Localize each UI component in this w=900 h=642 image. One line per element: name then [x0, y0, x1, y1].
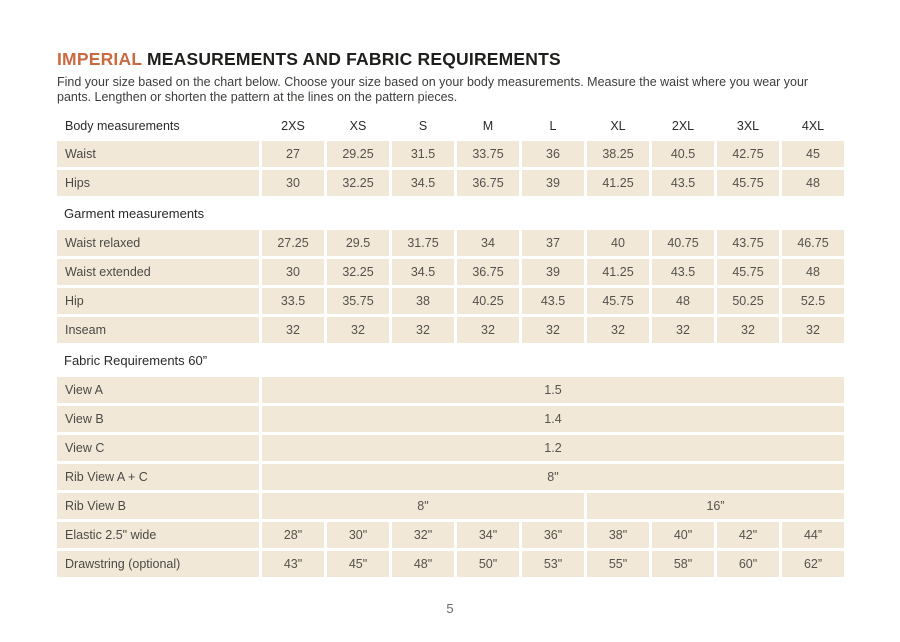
value-cell: 60" — [717, 551, 779, 577]
value-cell: 43" — [262, 551, 324, 577]
row-label: Drawstring (optional) — [57, 551, 259, 577]
row-label: Hips — [57, 170, 259, 196]
row-label: Waist — [57, 141, 259, 167]
row-label: View C — [57, 435, 259, 461]
row-label: Inseam — [57, 317, 259, 343]
value-cell: 34 — [457, 230, 519, 256]
value-cell: 31.5 — [392, 141, 454, 167]
title-highlight: IMPERIAL — [57, 49, 142, 69]
value-cell: 27.25 — [262, 230, 324, 256]
value-cell: 32 — [327, 317, 389, 343]
value-cell: 48 — [782, 170, 844, 196]
value-cell: 42.75 — [717, 141, 779, 167]
value-cell: 43.5 — [652, 170, 714, 196]
value-cell: 32 — [457, 317, 519, 343]
row-label: View B — [57, 406, 259, 432]
row-label: Rib View B — [57, 493, 259, 519]
value-cell: 40" — [652, 522, 714, 548]
value-cell: 45" — [327, 551, 389, 577]
value-cell: 53" — [522, 551, 584, 577]
value-cell: 38.25 — [587, 141, 649, 167]
column-header: 3XL — [736, 119, 760, 133]
row-label: Elastic 2.5" wide — [57, 522, 259, 548]
measurement-table — [57, 114, 844, 577]
value-cell: 37 — [522, 230, 584, 256]
value-cell: 36.75 — [457, 170, 519, 196]
value-cell: 40.75 — [652, 230, 714, 256]
intro-text: Find your size based on the chart below. Choose your size based on your body measurements. Measure the waist where you wear your pants. Lengthen or shorten the pattern at the lines on the pattern pieces. — [57, 75, 809, 104]
value-cell: 8" — [262, 464, 844, 490]
column-header: 2XL — [671, 119, 695, 133]
value-cell: 32 — [262, 317, 324, 343]
row-label: Waist extended — [57, 259, 259, 285]
value-cell: 48" — [392, 551, 454, 577]
value-cell: 50" — [457, 551, 519, 577]
value-cell: 43.5 — [522, 288, 584, 314]
value-cell: 1.4 — [262, 406, 844, 432]
value-cell: 42" — [717, 522, 779, 548]
page-number: 5 — [446, 601, 454, 616]
value-cell: 52.5 — [782, 288, 844, 314]
value-cell: 46.75 — [782, 230, 844, 256]
value-cell: 32 — [782, 317, 844, 343]
section-label: Fabric Requirements 60” — [64, 352, 208, 368]
column-header: L — [549, 119, 557, 133]
value-cell: 58" — [652, 551, 714, 577]
value-cell: 27 — [262, 141, 324, 167]
value-cell: 45.75 — [717, 170, 779, 196]
value-cell: 34.5 — [392, 170, 454, 196]
value-cell: 32.25 — [327, 259, 389, 285]
value-cell: 29.25 — [327, 141, 389, 167]
column-header: XL — [610, 119, 626, 133]
title-rest: MEASUREMENTS AND FABRIC REQUIREMENTS — [146, 49, 561, 69]
row-label: Rib View A + C — [57, 464, 259, 490]
value-cell: 33.5 — [262, 288, 324, 314]
value-cell: 36 — [522, 141, 584, 167]
value-cell: 43.5 — [652, 259, 714, 285]
value-cell: 55" — [587, 551, 649, 577]
column-header: 4XL — [801, 119, 825, 133]
value-cell: 45 — [782, 141, 844, 167]
value-cell: 39 — [522, 259, 584, 285]
value-cell: 8" — [262, 493, 584, 519]
row-label: View A — [57, 377, 259, 403]
value-cell: 48 — [652, 288, 714, 314]
value-cell: 39 — [522, 170, 584, 196]
value-cell: 40 — [587, 230, 649, 256]
value-cell: 36.75 — [457, 259, 519, 285]
value-cell: 62” — [782, 551, 844, 577]
column-header: 2XS — [281, 119, 305, 133]
value-cell: 30 — [262, 259, 324, 285]
value-cell: 36" — [522, 522, 584, 548]
value-cell: 48 — [782, 259, 844, 285]
value-cell: 40.5 — [652, 141, 714, 167]
section-label: Garment measurements — [64, 205, 205, 221]
value-cell: 28" — [262, 522, 324, 548]
value-cell: 50.25 — [717, 288, 779, 314]
value-cell: 32 — [392, 317, 454, 343]
value-cell: 32 — [522, 317, 584, 343]
page-content — [57, 48, 844, 577]
value-cell: 1.5 — [262, 377, 844, 403]
value-cell: 29.5 — [327, 230, 389, 256]
page-title — [57, 48, 844, 70]
value-cell: 32 — [717, 317, 779, 343]
value-cell: 32 — [587, 317, 649, 343]
value-cell: 16” — [587, 493, 844, 519]
value-cell: 32 — [652, 317, 714, 343]
value-cell: 41.25 — [587, 170, 649, 196]
value-cell: 34" — [457, 522, 519, 548]
value-cell: 35.75 — [327, 288, 389, 314]
value-cell: 40.25 — [457, 288, 519, 314]
value-cell: 33.75 — [457, 141, 519, 167]
value-cell: 38" — [587, 522, 649, 548]
column-group-label: Body measurements — [65, 119, 180, 133]
value-cell: 45.75 — [587, 288, 649, 314]
row-label: Hip — [57, 288, 259, 314]
column-header: M — [482, 119, 494, 133]
row-label: Waist relaxed — [57, 230, 259, 256]
column-header: XS — [349, 119, 367, 133]
column-header: S — [418, 119, 428, 133]
value-cell: 30" — [327, 522, 389, 548]
value-cell: 31.75 — [392, 230, 454, 256]
value-cell: 41.25 — [587, 259, 649, 285]
value-cell: 32" — [392, 522, 454, 548]
value-cell: 32.25 — [327, 170, 389, 196]
value-cell: 44” — [782, 522, 844, 548]
value-cell: 38 — [392, 288, 454, 314]
value-cell: 1.2 — [262, 435, 844, 461]
value-cell: 43.75 — [717, 230, 779, 256]
value-cell: 34.5 — [392, 259, 454, 285]
value-cell: 45.75 — [717, 259, 779, 285]
value-cell: 30 — [262, 170, 324, 196]
